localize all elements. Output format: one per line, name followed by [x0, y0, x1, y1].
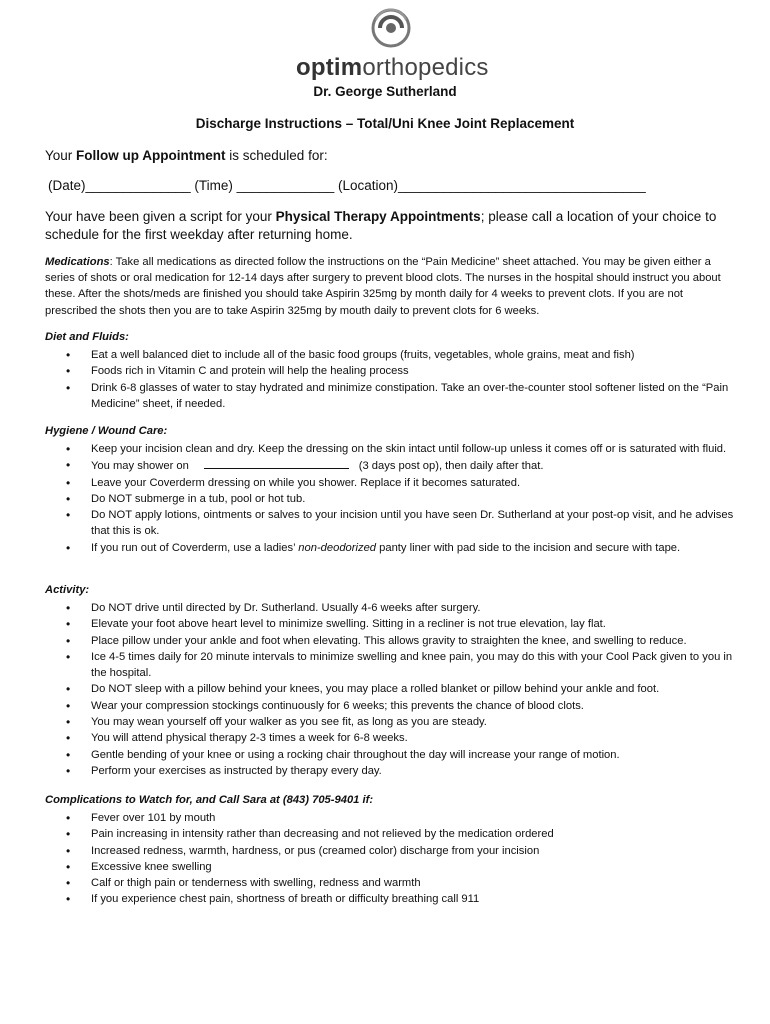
- location-field[interactable]: (Location)_________________________________: [338, 178, 646, 193]
- physical-therapy-paragraph: Your have been given a script for your Physical Therapy Appointments; please call a location of your choice to schedule for the first weekday after returning home.: [45, 209, 717, 242]
- activity-heading: Activity:: [45, 584, 90, 596]
- logo-swirl-icon: [358, 4, 424, 54]
- diet-list: [45, 347, 735, 412]
- hygiene-list: [45, 441, 735, 556]
- followup-line: Your Follow up Appointment is scheduled for:: [45, 148, 328, 163]
- list-item: • Do NOT drive until directed by Dr. Sutherland. Usually 4-6 weeks after surgery.: [45, 600, 735, 616]
- optim-orthopedics-logo: [296, 4, 489, 82]
- list-item: • Calf or thigh pain or tenderness with swelling, redness and warmth: [45, 875, 735, 891]
- appointment-fields: [48, 178, 646, 193]
- list-item: • Ice 4-5 times daily for 20 minute intervals to minimize swelling and knee pain, you may do this with your Cool Pack given to you in the hospital.: [45, 649, 735, 682]
- complications-heading: Complications to Watch for, and Call Sara at (843) 705-9401 if:: [45, 794, 374, 806]
- list-item: • Place pillow under your ankle and foot when elevating. This allows gravity to straighten the knee, and swelling to reduce.: [45, 633, 735, 649]
- list-item: • Wear your compression stockings continuously for 6 weeks; this prevents the chance of blood clots.: [45, 698, 735, 714]
- list-item: • Excessive knee swelling: [45, 859, 735, 875]
- list-item: • Pain increasing in intensity rather than decreasing and not relieved by the medication ordered: [45, 826, 735, 842]
- list-item: • Gentle bending of your knee or using a rocking chair throughout the day will increase your range of motion.: [45, 747, 735, 763]
- list-item: • Do NOT sleep with a pillow behind your knees, you may place a rolled blanket or pillow behind your ankle and foot.: [45, 681, 735, 697]
- list-item: • Perform your exercises as instructed by therapy every day.: [45, 763, 735, 779]
- doctor-name: Dr. George Sutherland: [313, 84, 457, 99]
- list-item: • Keep your incision clean and dry. Keep the dressing on the skin intact until follow-up unless it comes off or is saturated with fluid.: [45, 441, 735, 457]
- medications-paragraph: Medications: Take all medications as directed follow the instructions on the “Pain Medicine” sheet attached. You may be given either a series of shots or oral medication for 12-14 days after surgery to prevent blood clots. The nurses in the hospital should instruct you about these. After the shots/meds are finished you should take Aspirin 325mg by month daily for 4 weeks to prevent clots. If you are not prescribed the shots then you are to take Aspirin 325mg by mouth daily to prevent clots for 6 weeks.: [45, 256, 721, 317]
- document-title: Discharge Instructions – Total/Uni Knee Joint Replacement: [195, 116, 575, 131]
- list-item: • Leave your Coverderm dressing on while you shower. Replace if it becomes saturated.: [45, 475, 735, 491]
- complications-list: [45, 810, 735, 908]
- list-item: • If you experience chest pain, shortness of breath or difficulty breathing call 911: [45, 891, 735, 907]
- activity-list: [45, 600, 735, 779]
- list-item: • Do NOT apply lotions, ointments or salves to your incision until you have seen Dr. Sutherland at your post-op visit, and he advises that this is ok.: [45, 507, 735, 540]
- list-item: • Fever over 101 by mouth: [45, 810, 735, 826]
- list-item: • Do NOT submerge in a tub, pool or hot tub.: [45, 491, 735, 507]
- list-item: • Increased redness, warmth, hardness, or pus (creamed color) discharge from your incision: [45, 843, 735, 859]
- shower-date-blank[interactable]: [204, 457, 349, 469]
- list-item: • Drink 6-8 glasses of water to stay hydrated and minimize constipation. Take an over-the-counter stool softener listed on the “Pain Medicine” sheet, if needed.: [45, 380, 735, 413]
- time-field[interactable]: (Time) _____________: [194, 178, 335, 193]
- hygiene-heading: Hygiene / Wound Care:: [45, 425, 168, 437]
- list-item: • Foods rich in Vitamin C and protein will help the healing process: [45, 363, 735, 379]
- list-item: • You may wean yourself off your walker as you see fit, as long as you are steady.: [45, 714, 735, 730]
- list-item: • Eat a well balanced diet to include all of the basic food groups (fruits, vegetables, whole grains, meat and fish): [45, 347, 735, 363]
- diet-heading: Diet and Fluids:: [45, 331, 129, 343]
- date-field[interactable]: (Date)______________: [48, 178, 191, 193]
- brand-wordmark: optimorthopedics: [296, 54, 489, 81]
- list-item: • You will attend physical therapy 2-3 times a week for 6-8 weeks.: [45, 730, 735, 746]
- list-item: • You may shower on (3 days post op), then daily after that.: [45, 457, 735, 474]
- list-item: • Elevate your foot above heart level to minimize swelling. Sitting in a recliner is not true elevation, lay flat.: [45, 616, 735, 632]
- list-item: • If you run out of Coverderm, use a ladies’ non-deodorized panty liner with pad side to the incision and secure with tape.: [45, 540, 735, 556]
